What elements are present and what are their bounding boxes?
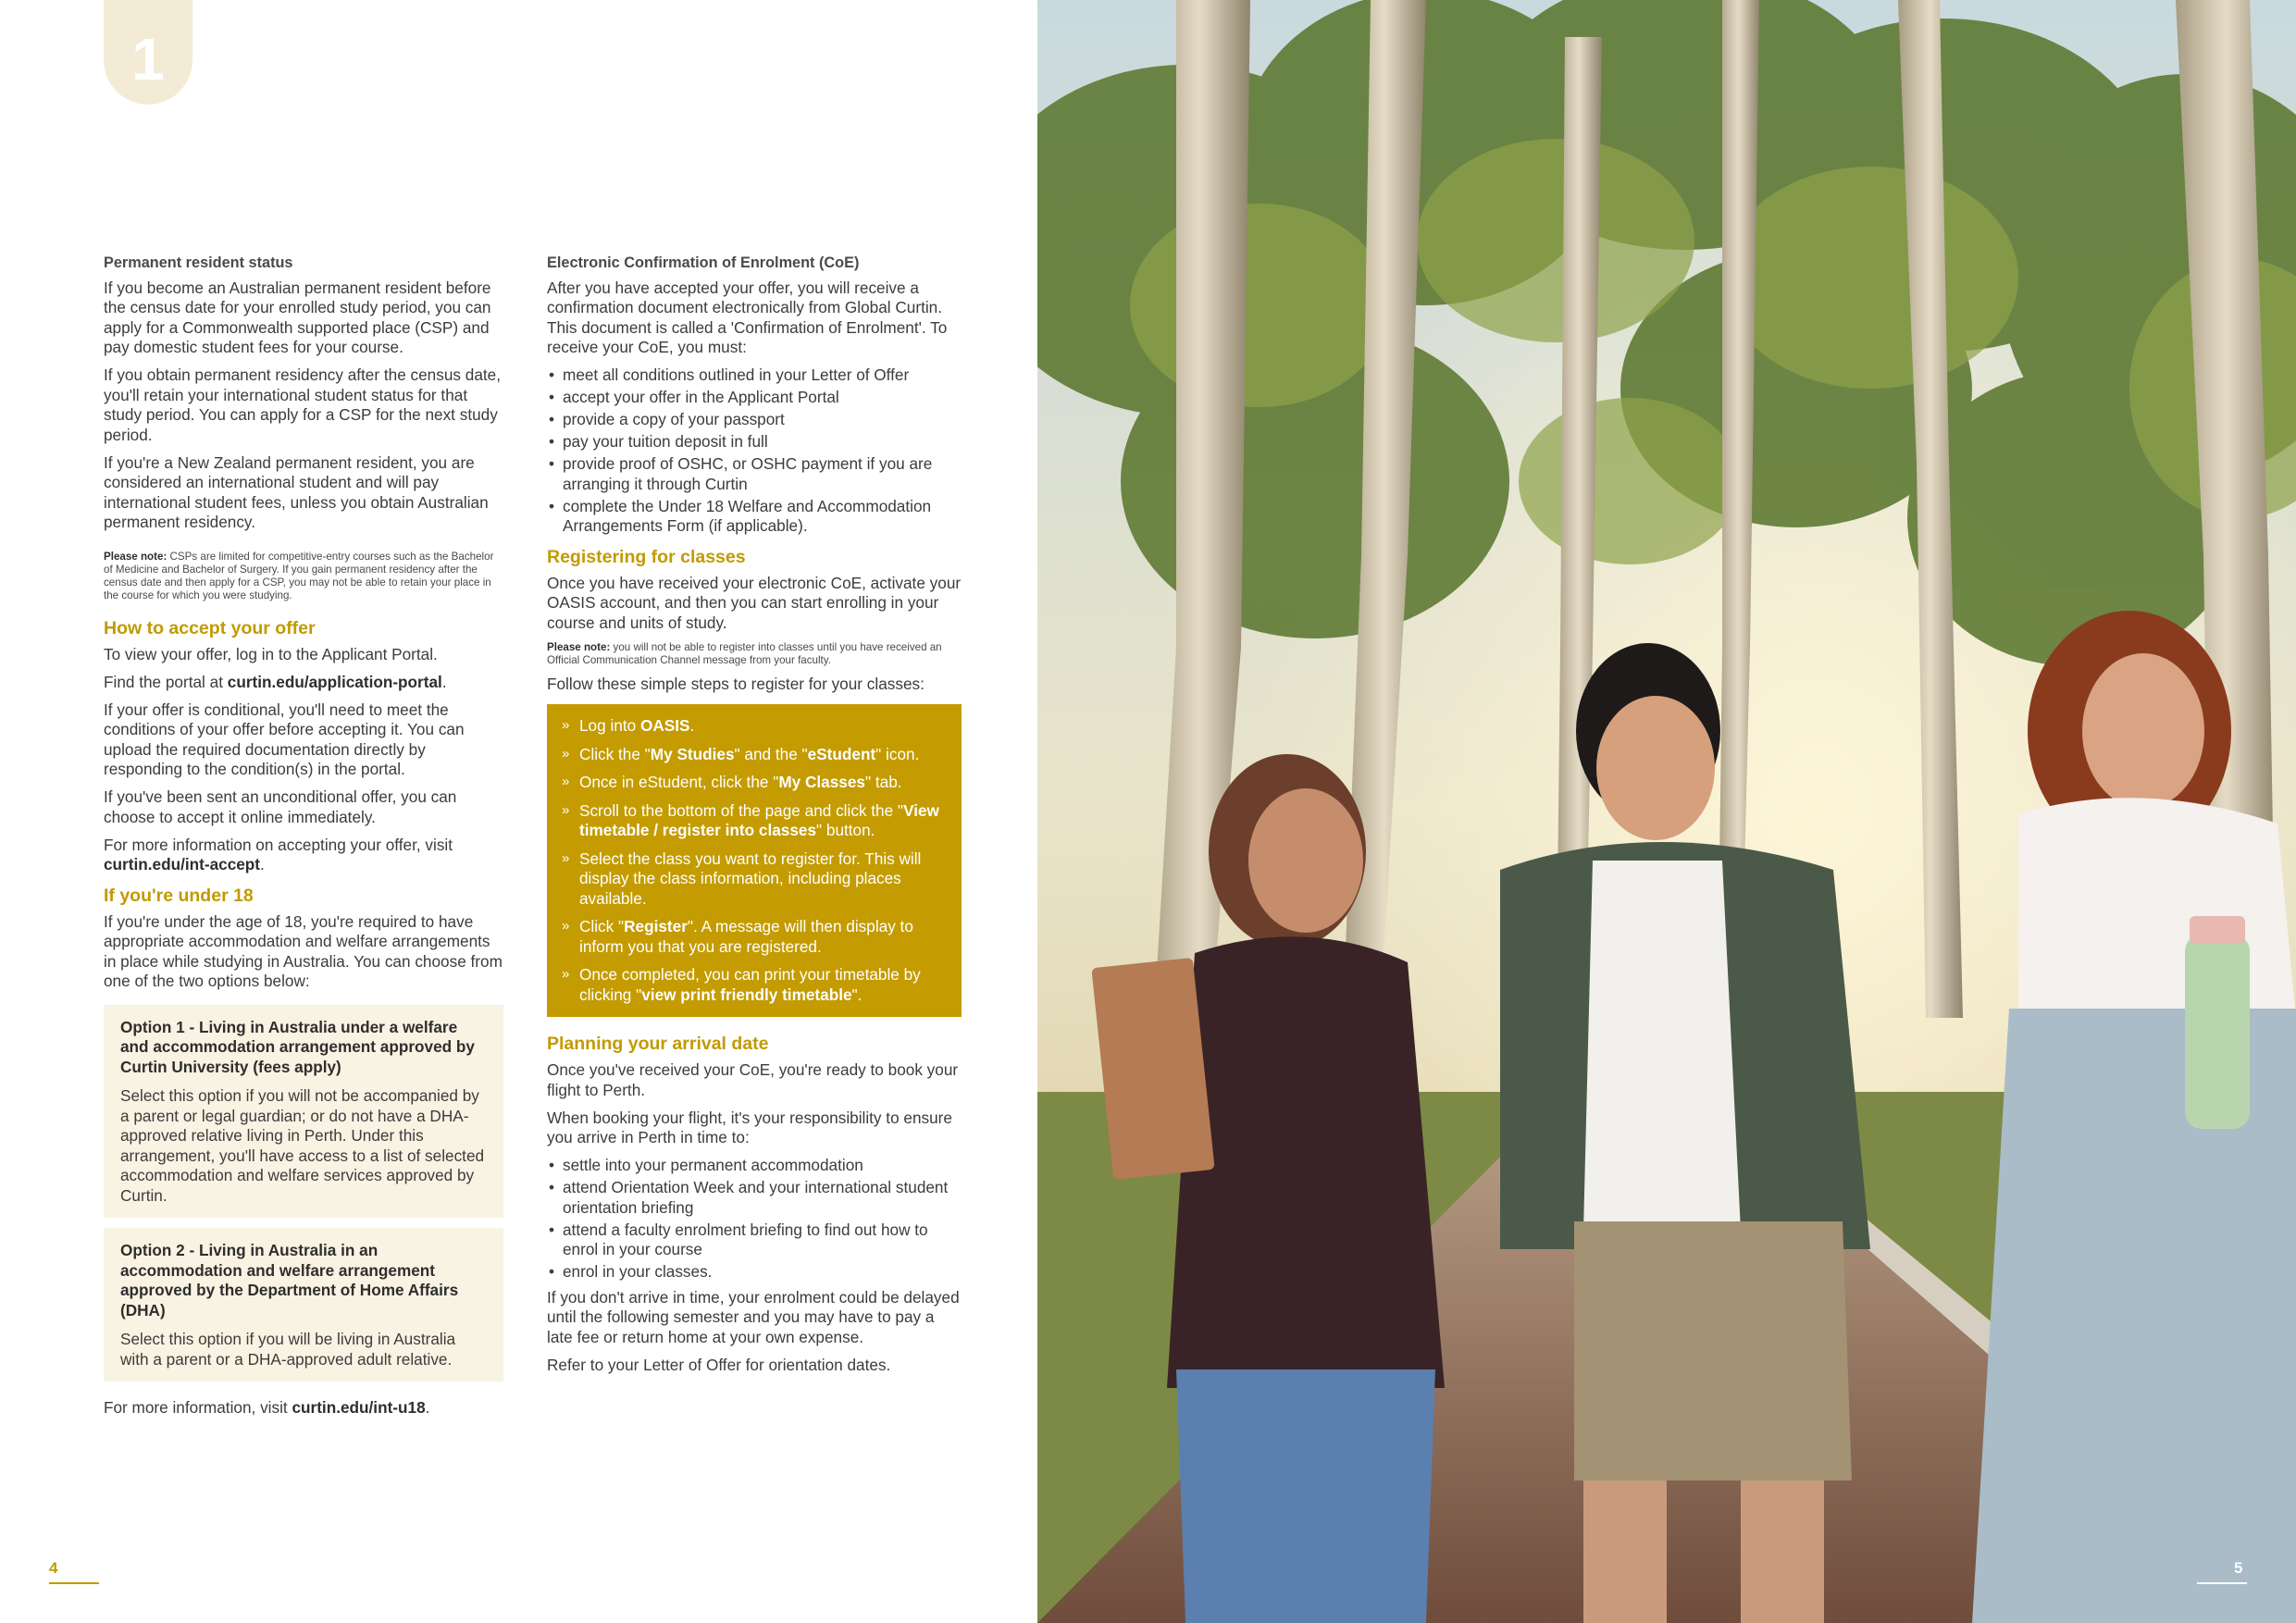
page-number-right: 5 xyxy=(2234,1559,2243,1577)
step-text: Scroll to the bottom of the page and click the " xyxy=(579,800,904,820)
print-timetable-label: view print friendly timetable xyxy=(641,985,852,1004)
register-steps-intro: Follow these simple steps to register for your classes: xyxy=(547,674,925,693)
step-text: " tab. xyxy=(864,773,902,791)
note-label: Please note: xyxy=(104,550,168,563)
my-classes-label: My Classes xyxy=(778,773,865,791)
arrival-paragraph-1: Once you've received your CoE, you're ready to book your flight to Perth. xyxy=(547,1060,959,1099)
page-number-left: 4 xyxy=(49,1559,58,1577)
arrival-bullet-list xyxy=(547,1156,962,1282)
accept-paragraph-2: Find the portal at curtin.edu/application-portal. xyxy=(104,672,447,691)
steps-list xyxy=(560,716,943,1005)
list-item: • complete the Under 18 Welfare and Accommodation Arrangements Form (if applicable). xyxy=(547,497,962,537)
list-item: • pay your tuition deposit in full xyxy=(547,432,962,452)
register-paragraph: Once you have received your electronic CoE, activate your OASIS account, and then you can start enrolling in your course and units of study. xyxy=(547,573,962,632)
under-18-paragraph: If you're under the age of 18, you're required to have appropriate accommodation and welfare arrangements in place while studying in Australia. You can choose from one of the two options below: xyxy=(104,911,503,990)
list-item: • attend a faculty enrolment briefing to find out how to enrol in your course xyxy=(547,1220,962,1260)
list-item: • accept your offer in the Applicant Portal xyxy=(547,388,962,408)
step-3 xyxy=(560,773,943,793)
step-1 xyxy=(560,716,943,737)
list-item: • provide proof of OSHC, or OSHC payment if you are arranging it through Curtin xyxy=(547,454,962,494)
students-photo xyxy=(1037,0,2296,1623)
left-page xyxy=(0,0,1037,1623)
option-2-title: Option 2 - Living in Australia in an accommodation and welfare arrangement approved by the Department of Home Affairs (DHA) xyxy=(120,1241,459,1319)
oasis-link[interactable]: OASIS xyxy=(639,716,690,735)
coe-paragraph: After you have accepted your offer, you will receive a confirmation document electronically from Global Curtin. This document is called a 'Confirmation of Enrolment'. To receive your CoE, you must: xyxy=(547,278,948,356)
pr-paragraph-3: If you're a New Zealand permanent resident, you are considered an international student and will pay international student fees, unless you obtain Australian permanent residency. xyxy=(104,452,489,531)
coe-bullet-list xyxy=(547,365,962,537)
list-item: • meet all conditions outlined in your Letter of Offer xyxy=(547,365,962,386)
step-text: Click the " xyxy=(579,744,651,763)
more-info-text: For more information, visit xyxy=(104,1398,292,1417)
my-studies-label: My Studies xyxy=(650,744,735,763)
step-text: " and the " xyxy=(734,744,808,763)
chapter-tab xyxy=(104,0,192,105)
option-1-title: Option 1 - Living in Australia under a welfare and accommodation arrangement approved by Curtin University (fees apply) xyxy=(120,1017,475,1076)
option-1-text: Select this option if you will not be accompanied by a parent or legal guardian; or do not have a DHA-approved relative living in Perth. Under this arrangement, you'll have access to a list of selected accommodation and welfare services approved by Curtin. xyxy=(120,1086,485,1205)
list-item: • attend Orientation Week and your international student orientation briefing xyxy=(547,1178,962,1218)
accept-p2-text: Find the portal at xyxy=(104,672,228,691)
accept-paragraph-4: If you've been sent an unconditional offer, you can choose to accept it online immediately. xyxy=(104,787,457,826)
registering-heading: Registering for classes xyxy=(547,546,746,567)
step-7 xyxy=(560,965,943,1005)
pr-heading: Permanent resident status xyxy=(104,254,293,271)
accept-paragraph-5: For more information on accepting your offer, visit curtin.edu/int-accept. xyxy=(104,835,453,873)
accept-paragraph-3: If your offer is conditional, you'll need to meet the conditions of your offer before accepting it. You can upload the required documentation directly by responding to the condition(s) in the portal. xyxy=(104,700,465,778)
accept-paragraph-1: To view your offer, log in to the Applicant Portal. xyxy=(104,644,438,663)
register-note-label: Please note: xyxy=(547,640,611,653)
int-u18-link[interactable]: curtin.edu/int-u18 xyxy=(292,1398,426,1417)
estudent-label: eStudent xyxy=(807,744,876,763)
csp-note xyxy=(104,551,503,602)
more-info-paragraph: For more information, visit curtin.edu/int-u18. xyxy=(104,1398,430,1417)
arrival-heading: Planning your arrival date xyxy=(547,1034,769,1054)
coe-heading: Electronic Confirmation of Enrolment (CoE) xyxy=(547,254,860,271)
int-accept-link[interactable]: curtin.edu/int-accept xyxy=(104,855,261,873)
accept-offer-heading: How to accept your offer xyxy=(104,617,316,638)
register-label: Register xyxy=(624,917,688,935)
arrival-paragraph-2: When booking your flight, it's your responsibility to ensure you arrive in Perth in time to: xyxy=(547,1108,952,1146)
step-text: ". xyxy=(851,985,863,1004)
register-note-text: you will not be able to register into classes until you have received an Official Communication Channel message from your faculty. xyxy=(547,640,942,666)
list-item: • enrol in your classes. xyxy=(547,1262,962,1282)
list-item: • settle into your permanent accommodation xyxy=(547,1156,962,1176)
note-text: CSPs are limited for competitive-entry courses such as the Bachelor of Medicine and Bachelor of Surgery. If you gain permanent residency after the census date and then apply for a CSP, you may not be able to retain your place in the course for which you were studying. xyxy=(104,550,494,601)
step-5: » Select the class you want to register for. This will display the class information, including places available. xyxy=(560,849,943,910)
option-1-box xyxy=(104,1005,503,1219)
chapter-number: 1 xyxy=(131,25,165,93)
right-column xyxy=(547,254,962,1383)
step-4 xyxy=(560,801,943,841)
application-portal-link[interactable]: curtin.edu/application-portal xyxy=(227,672,442,691)
pr-paragraph-2: If you obtain permanent residency after the census date, you'll retain your international student status for that study period. You can apply for a CSP for the next study period. xyxy=(104,365,501,444)
list-item: • provide a copy of your passport xyxy=(547,410,962,430)
steps-box xyxy=(547,704,962,1017)
photo-illustration xyxy=(1037,0,2296,1623)
step-text: Log into xyxy=(579,716,640,735)
pr-paragraph-1: If you become an Australian permanent resident before the census date for your enrolled study period, you can apply for a Commonwealth supported place (CSP) and pay domestic student fees for your course. xyxy=(104,278,491,356)
left-column xyxy=(104,254,503,1426)
arrival-paragraph-4: Refer to your Letter of Offer for orientation dates. xyxy=(547,1355,891,1374)
step-text: . xyxy=(689,716,695,735)
option-2-box xyxy=(104,1228,503,1381)
under-18-heading: If you're under 18 xyxy=(104,885,254,906)
arrival-paragraph-3: If you don't arrive in time, your enrolment could be delayed until the following semester and you may have to pay a late fee or return home at your own expense. xyxy=(547,1287,960,1346)
step-text: " button. xyxy=(816,821,875,839)
accept-p5-text: For more information on accepting your offer, visit xyxy=(104,835,453,854)
step-text: Once in eStudent, click the " xyxy=(579,773,779,791)
step-text: Once completed, you can print your timetable by clicking " xyxy=(579,965,921,1004)
option-2-text: Select this option if you will be living in Australia with a parent or a DHA-approved adult relative. xyxy=(120,1330,456,1369)
step-6 xyxy=(560,917,943,957)
step-2 xyxy=(560,745,943,765)
register-note xyxy=(547,641,962,667)
step-text: Click " xyxy=(579,917,625,935)
step-text: " icon. xyxy=(875,744,920,763)
view-timetable-label: View timetable / register into classes xyxy=(579,800,939,839)
step-text: ". A message will then display to inform you that you are registered. xyxy=(579,917,913,956)
